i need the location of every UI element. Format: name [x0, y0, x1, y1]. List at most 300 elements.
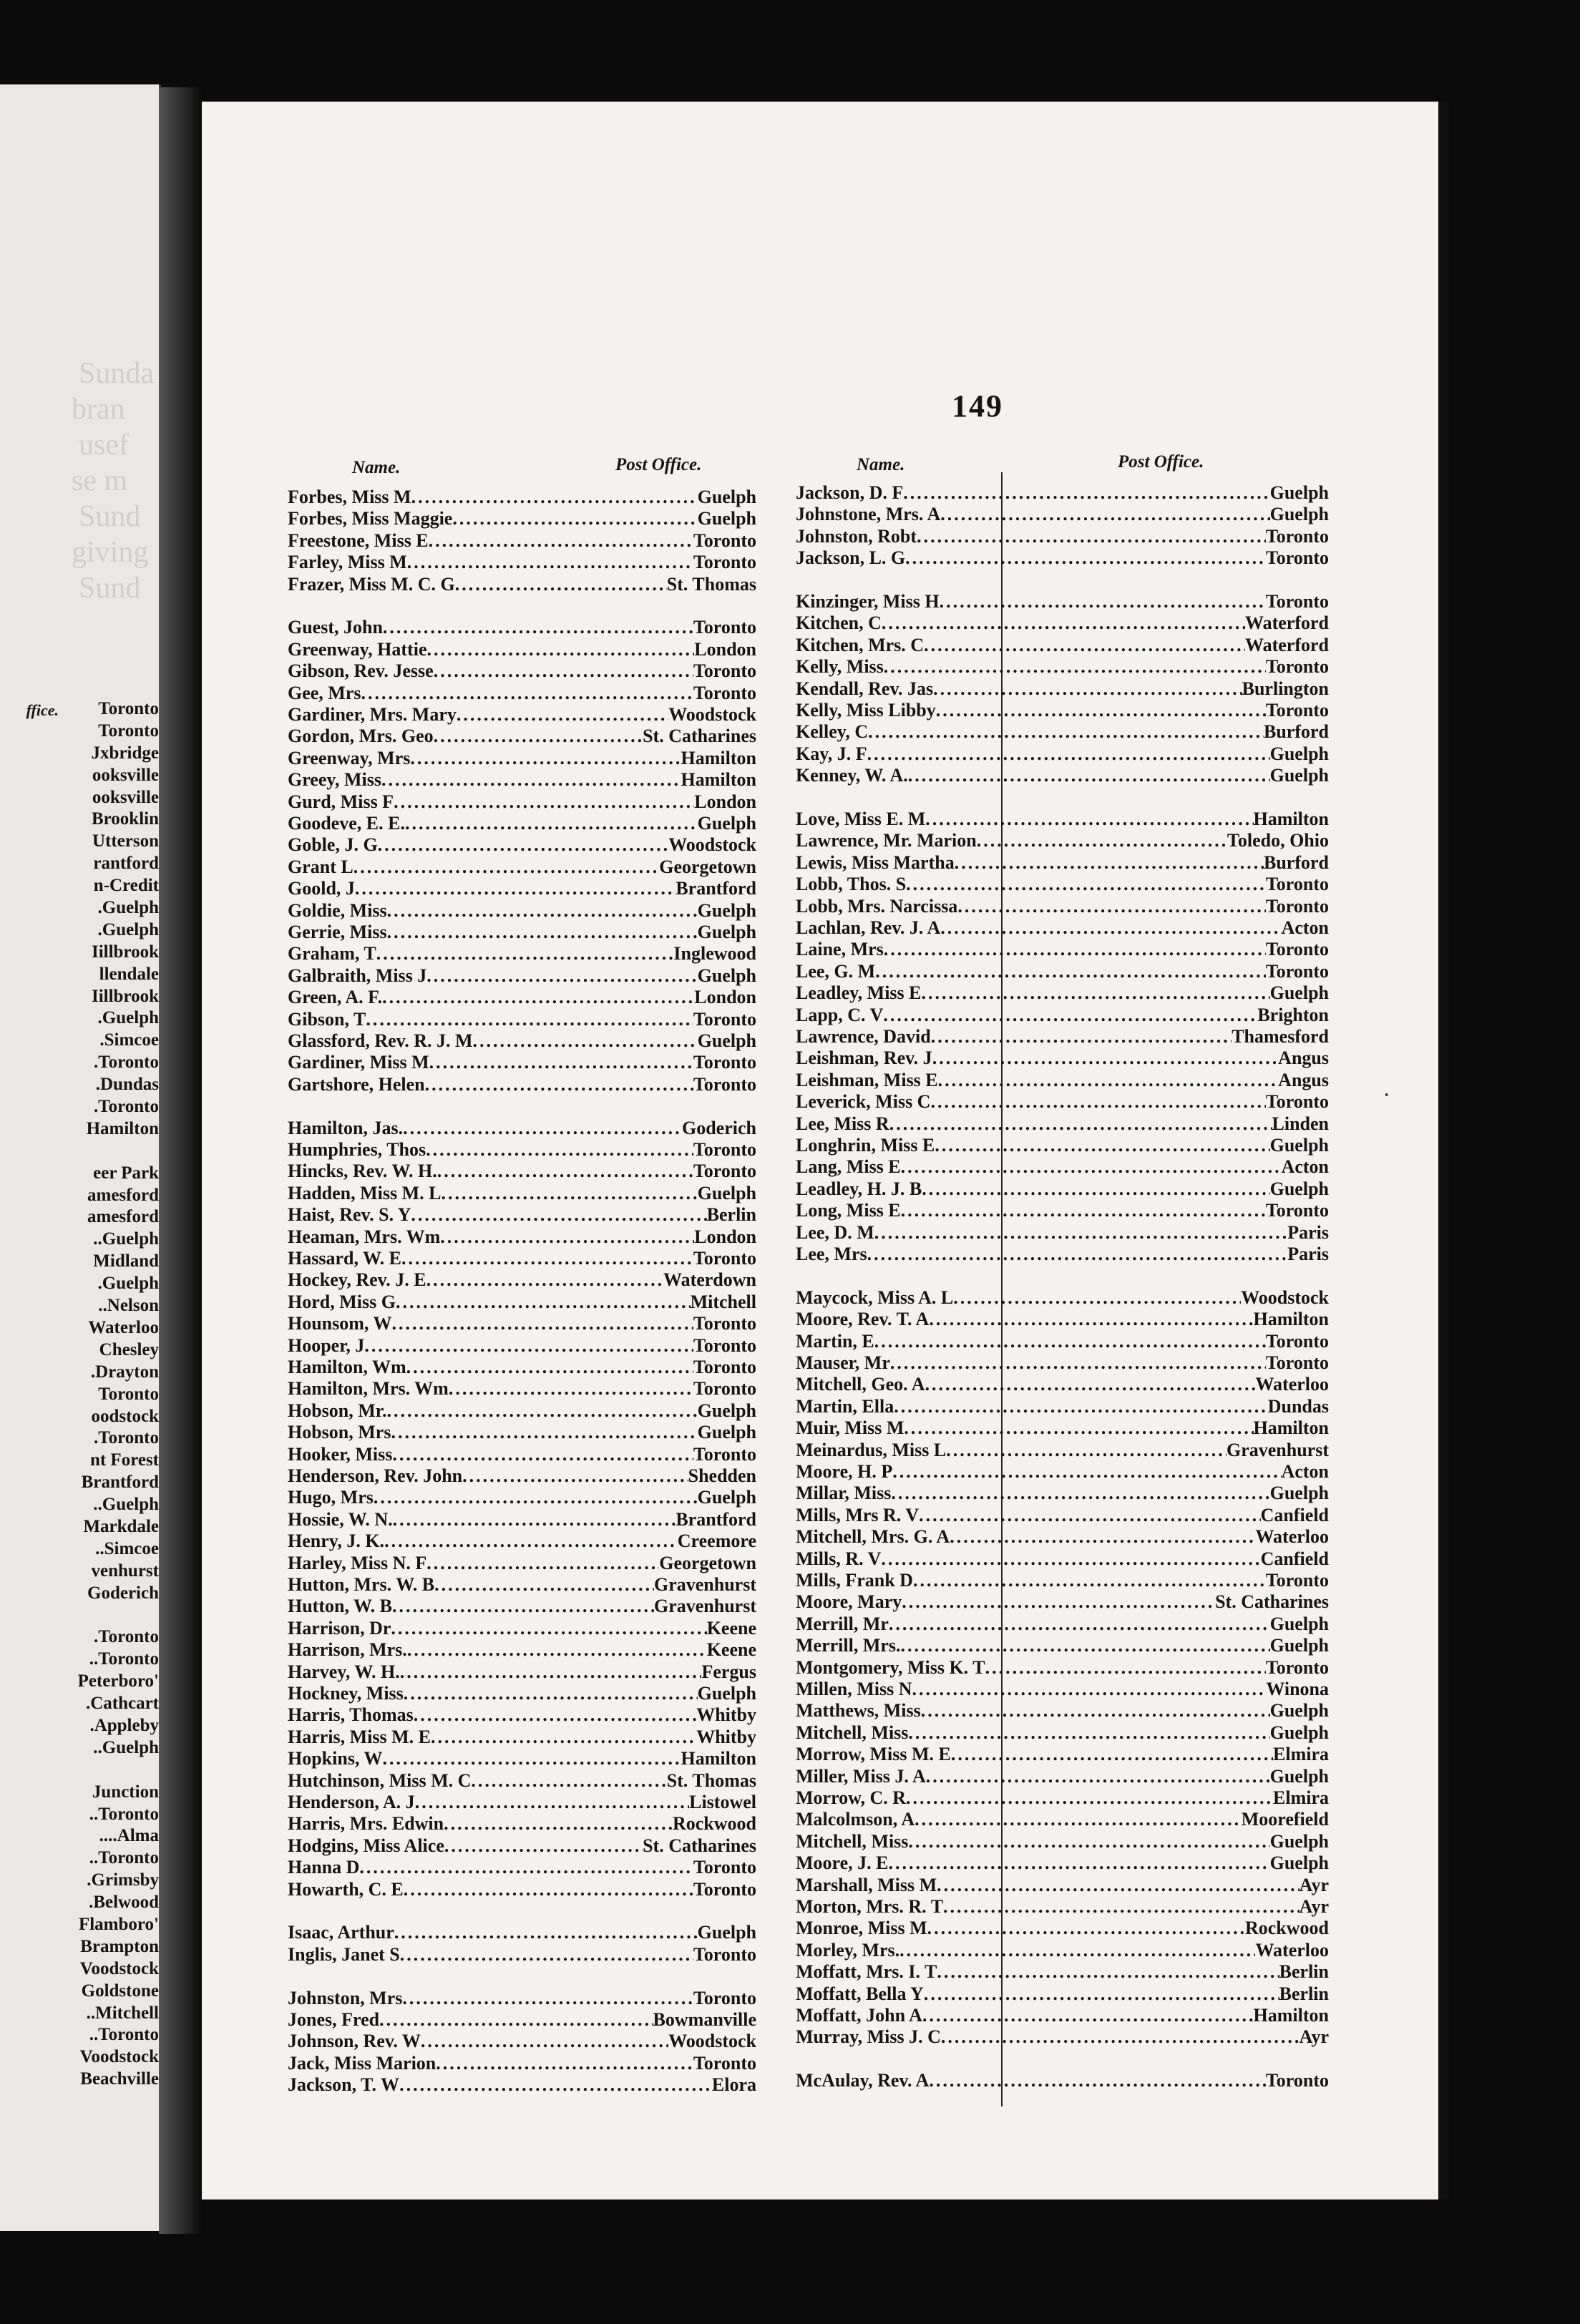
previous-page-office: Beachville [80, 2069, 159, 2089]
entry-post-office: Canfield [1260, 1504, 1329, 1525]
entry-name: Freestone, Miss E [288, 529, 429, 551]
entry-name: Lawrence, Mr. Marion [796, 830, 977, 851]
leader-dots [891, 1483, 1269, 1504]
entry-name: Henderson, A. J [288, 1792, 415, 1812]
leader-dots [401, 1248, 693, 1269]
leader-dots [434, 660, 693, 682]
entry-name: Martin, Ella [796, 1395, 894, 1417]
leader-dots [361, 683, 693, 704]
leader-dots [957, 896, 1266, 917]
directory-entry [796, 1005, 1329, 1026]
leader-dots [937, 1875, 1299, 1896]
entry-post-office: Guelph [1269, 1635, 1329, 1656]
leader-dots [391, 1313, 693, 1334]
leader-dots [426, 965, 697, 987]
leader-dots [402, 1988, 693, 2009]
directory-entry [796, 1875, 1329, 1896]
leader-dots [953, 1287, 1241, 1309]
entry-name: Montgomery, Miss K. T [796, 1656, 985, 1678]
entry-post-office: Georgetown [659, 856, 756, 877]
previous-page-edge [0, 84, 161, 2231]
leader-dots [471, 1770, 666, 1792]
directory-entry [796, 1244, 1329, 1265]
directory-entry [796, 1287, 1329, 1309]
entry-post-office: Toronto [693, 2052, 756, 2074]
directory-entry [288, 1487, 756, 1508]
leader-dots [403, 1118, 682, 1139]
entry-name: Gardiner, Mrs. Mary [288, 704, 457, 725]
entry-name: Kendall, Rev. Jas [796, 678, 934, 699]
entry-post-office: Guelph [1269, 482, 1329, 503]
entry-post-office: Canfield [1260, 1548, 1329, 1569]
leader-dots [457, 704, 668, 726]
entry-name: Hincks, Rev. W. H. [288, 1161, 437, 1182]
directory-entry [796, 1918, 1329, 1939]
leader-dots [889, 1852, 1270, 1874]
directory-entry [288, 1444, 756, 1465]
directory-entry [288, 1313, 756, 1334]
previous-page-office: .Toronto [93, 1627, 159, 1647]
directory-entry [288, 1835, 756, 1857]
leader-dots [883, 1005, 1257, 1026]
entry-name: Long, Miss E [796, 1200, 901, 1221]
entry-name: Leishman, Rev. J [796, 1048, 932, 1069]
directory-entry [288, 1574, 756, 1596]
leader-dots [922, 1178, 1269, 1200]
directory-entry [288, 1009, 756, 1030]
entry-post-office: Toronto [693, 1248, 756, 1269]
previous-page-office: Junction [92, 1782, 159, 1802]
entry-name: Harrison, Dr [288, 1617, 391, 1639]
page-gutter-shadow [159, 87, 202, 2234]
entry-name: Harvey, W. H. [288, 1661, 400, 1682]
directory-entry [288, 1792, 756, 1813]
previous-page-office: .Guelph [97, 898, 159, 918]
previous-page-office: .Belwood [89, 1893, 159, 1913]
entry-post-office: Toronto [1265, 1091, 1329, 1113]
directory-entry [796, 1091, 1329, 1113]
leader-dots [901, 1635, 1270, 1656]
entry-name: Johnstone, Mrs. A [796, 504, 941, 525]
previous-page-office: ..Toronto [89, 1848, 159, 1868]
leader-dots [426, 1139, 693, 1161]
directory-entry [288, 2009, 756, 2031]
entry-name: McAulay, Rev. A [796, 2070, 930, 2091]
entry-post-office: Hamilton [681, 769, 756, 791]
entry-name: Kenney, W. A. [796, 765, 908, 786]
directory-entry [796, 1461, 1329, 1483]
entry-post-office: Guelph [697, 487, 756, 507]
entry-name: Galbraith, Miss J [288, 965, 427, 986]
entry-post-office: Keene [706, 1617, 756, 1639]
entry-name: Meinardus, Miss L [796, 1439, 947, 1460]
entry-post-office: Waterdown [663, 1269, 756, 1291]
directory-entry [288, 965, 756, 987]
entry-post-office: Toronto [1265, 1352, 1329, 1373]
entry-name: Gee, Mrs [288, 682, 361, 703]
entry-name: Greenway, Hattie [288, 638, 427, 660]
leader-dots [444, 1835, 643, 1857]
directory-entry [796, 1787, 1329, 1809]
entry-name: Merrill, Mrs. [796, 1635, 901, 1656]
entry-post-office: Angus [1278, 1048, 1329, 1069]
leader-dots [903, 482, 1269, 504]
entry-name: Kitchen, C [796, 612, 882, 634]
previous-page-office: .Toronto [93, 1428, 159, 1448]
leader-dots [359, 1857, 693, 1878]
entry-name: Hooper, J [288, 1334, 365, 1356]
directory-entry [796, 1809, 1329, 1830]
entry-post-office: Toronto [1265, 656, 1329, 678]
entry-post-office: Guelph [1269, 1178, 1329, 1199]
directory-entry [288, 1618, 756, 1639]
leader-dots [436, 2053, 693, 2074]
directory-entry [796, 482, 1329, 504]
entry-post-office: Guelph [1269, 743, 1329, 764]
directory-entry [796, 896, 1329, 917]
leader-dots [381, 769, 681, 791]
directory-entry [796, 1222, 1329, 1244]
directory-entry [796, 1309, 1329, 1330]
leader-dots [874, 1331, 1266, 1352]
previous-page-office: Iillbrook [91, 986, 159, 1006]
directory-entry [288, 639, 756, 660]
leader-dots [892, 1461, 1281, 1483]
leader-dots [404, 1879, 693, 1900]
entry-name: Hanna D [288, 1857, 360, 1878]
entry-post-office: Acton [1281, 1461, 1329, 1482]
directory-entry [796, 721, 1329, 743]
previous-page-office: ..Guelph [93, 1495, 159, 1515]
directory-entry [288, 1661, 756, 1683]
leader-dots [936, 700, 1266, 721]
entry-name: Love, Miss E. M [796, 809, 926, 829]
previous-page-office: .Appleby [89, 1715, 159, 1735]
directory-entry [796, 1374, 1329, 1395]
entry-name: Mills, Frank D [796, 1570, 913, 1591]
leader-dots [396, 1292, 691, 1313]
directory-entry [288, 1596, 756, 1617]
entry-name: Leadley, H. J. B [796, 1178, 922, 1199]
leader-dots [951, 1744, 1273, 1765]
directory-entry [288, 1357, 756, 1378]
leader-dots [882, 612, 1245, 634]
previous-page-office: Iillbrook [91, 942, 159, 962]
entry-post-office: Hamilton [1253, 1417, 1329, 1439]
leader-dots [894, 1396, 1268, 1417]
entry-post-office: Guelph [697, 1922, 756, 1943]
bleed-through-word: Sund [79, 500, 141, 533]
entry-name: Lawrence, David [796, 1026, 931, 1047]
entry-name: Hassard, W. E [288, 1248, 401, 1269]
entry-post-office: Winona [1266, 1679, 1329, 1699]
entry-post-office: Keene [706, 1639, 756, 1661]
leader-dots [392, 1596, 654, 1617]
directory-entry [796, 1679, 1329, 1700]
entry-post-office: Ayr [1299, 2026, 1329, 2048]
entry-post-office: Guelph [697, 813, 756, 834]
previous-page-office: Peterboro' [77, 1671, 159, 1691]
entry-post-office: Brantford [676, 1508, 756, 1530]
leader-dots [404, 1683, 698, 1704]
leader-dots [407, 1639, 707, 1661]
directory-entry [288, 1052, 756, 1073]
entry-name: Lang, Miss E [796, 1156, 901, 1178]
entry-post-office: Georgetown [659, 1552, 756, 1573]
leader-dots [929, 1309, 1253, 1330]
leader-dots [925, 809, 1253, 830]
entry-post-office: Woodstock [668, 2031, 756, 2052]
entry-post-office: Elmira [1273, 1787, 1329, 1808]
entry-name: Kelly, Miss [796, 656, 884, 678]
entry-post-office: Guelph [1269, 1483, 1329, 1504]
entry-name: Harrison, Mrs. [288, 1639, 407, 1661]
directory-entry [288, 1378, 756, 1400]
directory-entry [796, 1026, 1329, 1048]
entry-name: Lee, Miss R [796, 1113, 889, 1134]
entry-name: Hord, Miss G [288, 1291, 396, 1312]
entry-name: Hamilton, Wm [288, 1357, 406, 1377]
leader-dots [426, 1269, 663, 1291]
leader-dots [355, 878, 676, 899]
entry-name: Gurd, Miss F [288, 791, 394, 812]
entry-post-office: Toronto [693, 1878, 756, 1900]
leader-dots [425, 1074, 693, 1095]
entry-name: Hossie, W. N. [288, 1508, 393, 1530]
leader-dots [884, 939, 1266, 960]
leader-dots [899, 1940, 1255, 1961]
entry-name: Longhrin, Miss E [796, 1135, 935, 1156]
leader-dots [426, 1553, 659, 1574]
entry-post-office: Acton [1281, 917, 1329, 938]
directory-entry [288, 1074, 756, 1095]
directory-entry [796, 1570, 1329, 1591]
leader-dots [444, 1813, 673, 1835]
previous-page-offices [78, 698, 159, 2091]
leader-dots [927, 1918, 1245, 1939]
entry-name: Hugo, Mrs [288, 1487, 374, 1508]
directory-entry [288, 1988, 756, 2009]
entry-name: Moore, Mary [796, 1591, 902, 1613]
entry-post-office: Guelph [1269, 765, 1329, 786]
leader-dots [913, 1570, 1266, 1591]
directory-entry [288, 1727, 756, 1748]
previous-page-office: .Guelph [97, 1274, 159, 1294]
page-number: 149 [952, 389, 1003, 424]
directory-entry [288, 1553, 756, 1574]
directory-entry [796, 612, 1329, 634]
previous-page-office: ..Mitchell [86, 2003, 159, 2023]
entry-post-office: Dundas [1267, 1395, 1329, 1417]
entry-name: Green, A. F. [288, 987, 383, 1008]
entry-post-office: Gravenhurst [654, 1596, 756, 1617]
directory-entry [796, 874, 1329, 895]
entry-name: Hamilton, Mrs. Wm [288, 1378, 449, 1400]
leader-dots [867, 1244, 1288, 1265]
entry-name: Jackson, T. W [288, 2074, 400, 2096]
directory-entry [288, 1118, 756, 1139]
entry-name: Jackson, D. F [796, 482, 904, 503]
directory-entry [796, 1417, 1329, 1439]
entry-name: Hamilton, Jas. [288, 1117, 404, 1138]
entry-name: Gardiner, Miss M [288, 1052, 429, 1073]
leader-dots [867, 743, 1270, 765]
entry-post-office: Burlington [1242, 678, 1329, 699]
leader-dots [374, 1487, 698, 1508]
previous-page-office: Voodstock [79, 2047, 159, 2067]
entry-post-office: Paris [1287, 1244, 1329, 1264]
entry-name: Martin, E [796, 1330, 874, 1352]
leader-dots [379, 2009, 653, 2031]
previous-page-office: Utterson [92, 831, 159, 851]
entry-post-office: Brantford [676, 878, 756, 899]
entry-name: Glassford, Rev. R. J. M [288, 1030, 473, 1051]
directory-entry [288, 1292, 756, 1313]
leader-dots [932, 1048, 1278, 1069]
previous-page-office: Goderich [87, 1583, 159, 1603]
leader-dots [881, 1548, 1260, 1570]
leader-dots [440, 1226, 694, 1248]
entry-post-office: Fergus [701, 1661, 756, 1682]
leader-dots [938, 1070, 1279, 1091]
bleed-through-word: giving [72, 536, 149, 569]
leader-dots [364, 1335, 693, 1357]
previous-page-office: .Guelph [97, 919, 159, 939]
directory-entry [288, 1139, 756, 1161]
directory-entry [796, 1135, 1329, 1156]
entry-name: Isaac, Arthur [288, 1922, 394, 1943]
entry-name: Morton, Mrs. R. T [796, 1896, 944, 1917]
entry-name: Kelly, Miss Libby [796, 700, 936, 721]
entry-post-office: Woodstock [1241, 1286, 1329, 1308]
entry-post-office: Waterloo [1255, 1526, 1329, 1548]
directory-entry [796, 917, 1329, 939]
leader-dots [400, 1661, 702, 1683]
entry-post-office: Goderich [682, 1117, 756, 1138]
entry-name: Marshall, Miss M [796, 1874, 937, 1895]
entry-post-office: Toronto [693, 1161, 756, 1182]
entry-name: Gordon, Mrs. Geo [288, 726, 434, 747]
entry-name: Harris, Miss M. E [288, 1726, 431, 1747]
entry-post-office: St. Catharines [643, 1835, 756, 1856]
leader-dots [904, 1417, 1253, 1439]
directory-entry [796, 743, 1329, 765]
leader-dots [410, 748, 681, 769]
entry-name: Lee, Mrs [796, 1244, 867, 1264]
entry-name: Mills, R. V [796, 1548, 882, 1569]
entry-name: Goldie, Miss [288, 899, 387, 921]
entry-name: Lee, G. M [796, 960, 876, 982]
entry-post-office: Toronto [1265, 874, 1329, 895]
directory-entry [288, 1944, 756, 1966]
entry-name: Lewis, Miss Martha [796, 851, 955, 873]
directory-entry [796, 1070, 1329, 1091]
entry-name: Mitchell, Mrs. G. A [796, 1526, 950, 1548]
leader-dots [906, 874, 1266, 895]
previous-page-office: amesford [87, 1207, 159, 1227]
leader-dots [884, 656, 1266, 678]
leader-dots [917, 526, 1266, 547]
entry-post-office: Ayr [1299, 1896, 1329, 1917]
directory-entry [796, 982, 1329, 1004]
previous-page-office: ooksville [92, 787, 159, 807]
previous-page-office [78, 1759, 159, 1782]
entry-post-office: Burford [1264, 721, 1329, 743]
directory-entry [796, 1548, 1329, 1570]
leader-dots [384, 1530, 678, 1552]
entry-name: Forbes, Miss M [288, 487, 411, 507]
leader-dots [393, 1509, 676, 1530]
directory-entry [796, 1983, 1329, 2005]
entry-post-office: Guelph [697, 508, 756, 529]
directory-entry [796, 809, 1329, 830]
entry-name: Mills, Mrs R. V [796, 1504, 920, 1525]
directory-entry [796, 1331, 1329, 1352]
entry-name: Hobson, Mr. [288, 1400, 387, 1421]
entry-post-office: Guelph [1269, 1852, 1329, 1874]
leader-dots [922, 982, 1270, 1004]
directory-entry [288, 1422, 756, 1443]
directory-entry [796, 1526, 1329, 1548]
entry-post-office: London [694, 987, 756, 1008]
entry-name: Hutton, Mrs. W. B [288, 1574, 435, 1595]
leader-dots [950, 1526, 1255, 1548]
directory-entry [796, 1048, 1329, 1069]
entry-post-office: Toronto [693, 1334, 756, 1356]
directory-entry [288, 813, 756, 834]
directory-entry [796, 961, 1329, 982]
bleed-through-word: Sunda [79, 357, 154, 390]
entry-post-office: Elora [711, 2074, 756, 2096]
entry-post-office: Toronto [693, 1357, 756, 1377]
entry-post-office: Hamilton [681, 747, 756, 768]
leader-dots [394, 791, 694, 813]
directory-entry [288, 726, 756, 747]
previous-page-office: ..Toronto [89, 1804, 159, 1824]
entry-name: Lee, D. M [796, 1221, 874, 1243]
entry-post-office: Inglewood [673, 943, 756, 965]
entry-name: Moffatt, John A [796, 2005, 922, 2026]
leader-dots [386, 1400, 697, 1422]
directory-entry [796, 1657, 1329, 1679]
directory-entry [796, 1831, 1329, 1852]
entry-post-office: Woodstock [668, 834, 756, 856]
previous-page-office: Waterloo [88, 1317, 159, 1337]
entry-name: Harley, Miss N. F [288, 1552, 427, 1573]
directory-entry [288, 791, 756, 813]
directory-entry [288, 834, 756, 856]
directory-entry [796, 504, 1329, 525]
entry-post-office: Moorefield [1241, 1809, 1329, 1830]
leader-dots [434, 1574, 654, 1596]
entry-name: Hutchinson, Miss M. C [288, 1769, 472, 1791]
leader-dots [382, 987, 694, 1008]
leader-dots [421, 2031, 668, 2052]
entry-name: Hodgins, Miss Alice [288, 1835, 444, 1856]
directory-entry [796, 830, 1329, 851]
entry-post-office: Whitby [696, 1726, 756, 1747]
directory-entry [796, 1178, 1329, 1200]
entry-post-office: London [694, 791, 756, 812]
previous-page-office: Flamboro' [78, 1914, 159, 1934]
leader-dots [977, 830, 1227, 851]
entry-name: Kitchen, Mrs. C [796, 634, 925, 655]
leader-dots [946, 1440, 1227, 1461]
directory-entry [288, 1922, 756, 1943]
entry-post-office: Toledo, Ohio [1227, 830, 1329, 851]
entry-post-office: Hamilton [1253, 809, 1329, 829]
entry-name: Miller, Miss J. A [796, 1765, 926, 1787]
